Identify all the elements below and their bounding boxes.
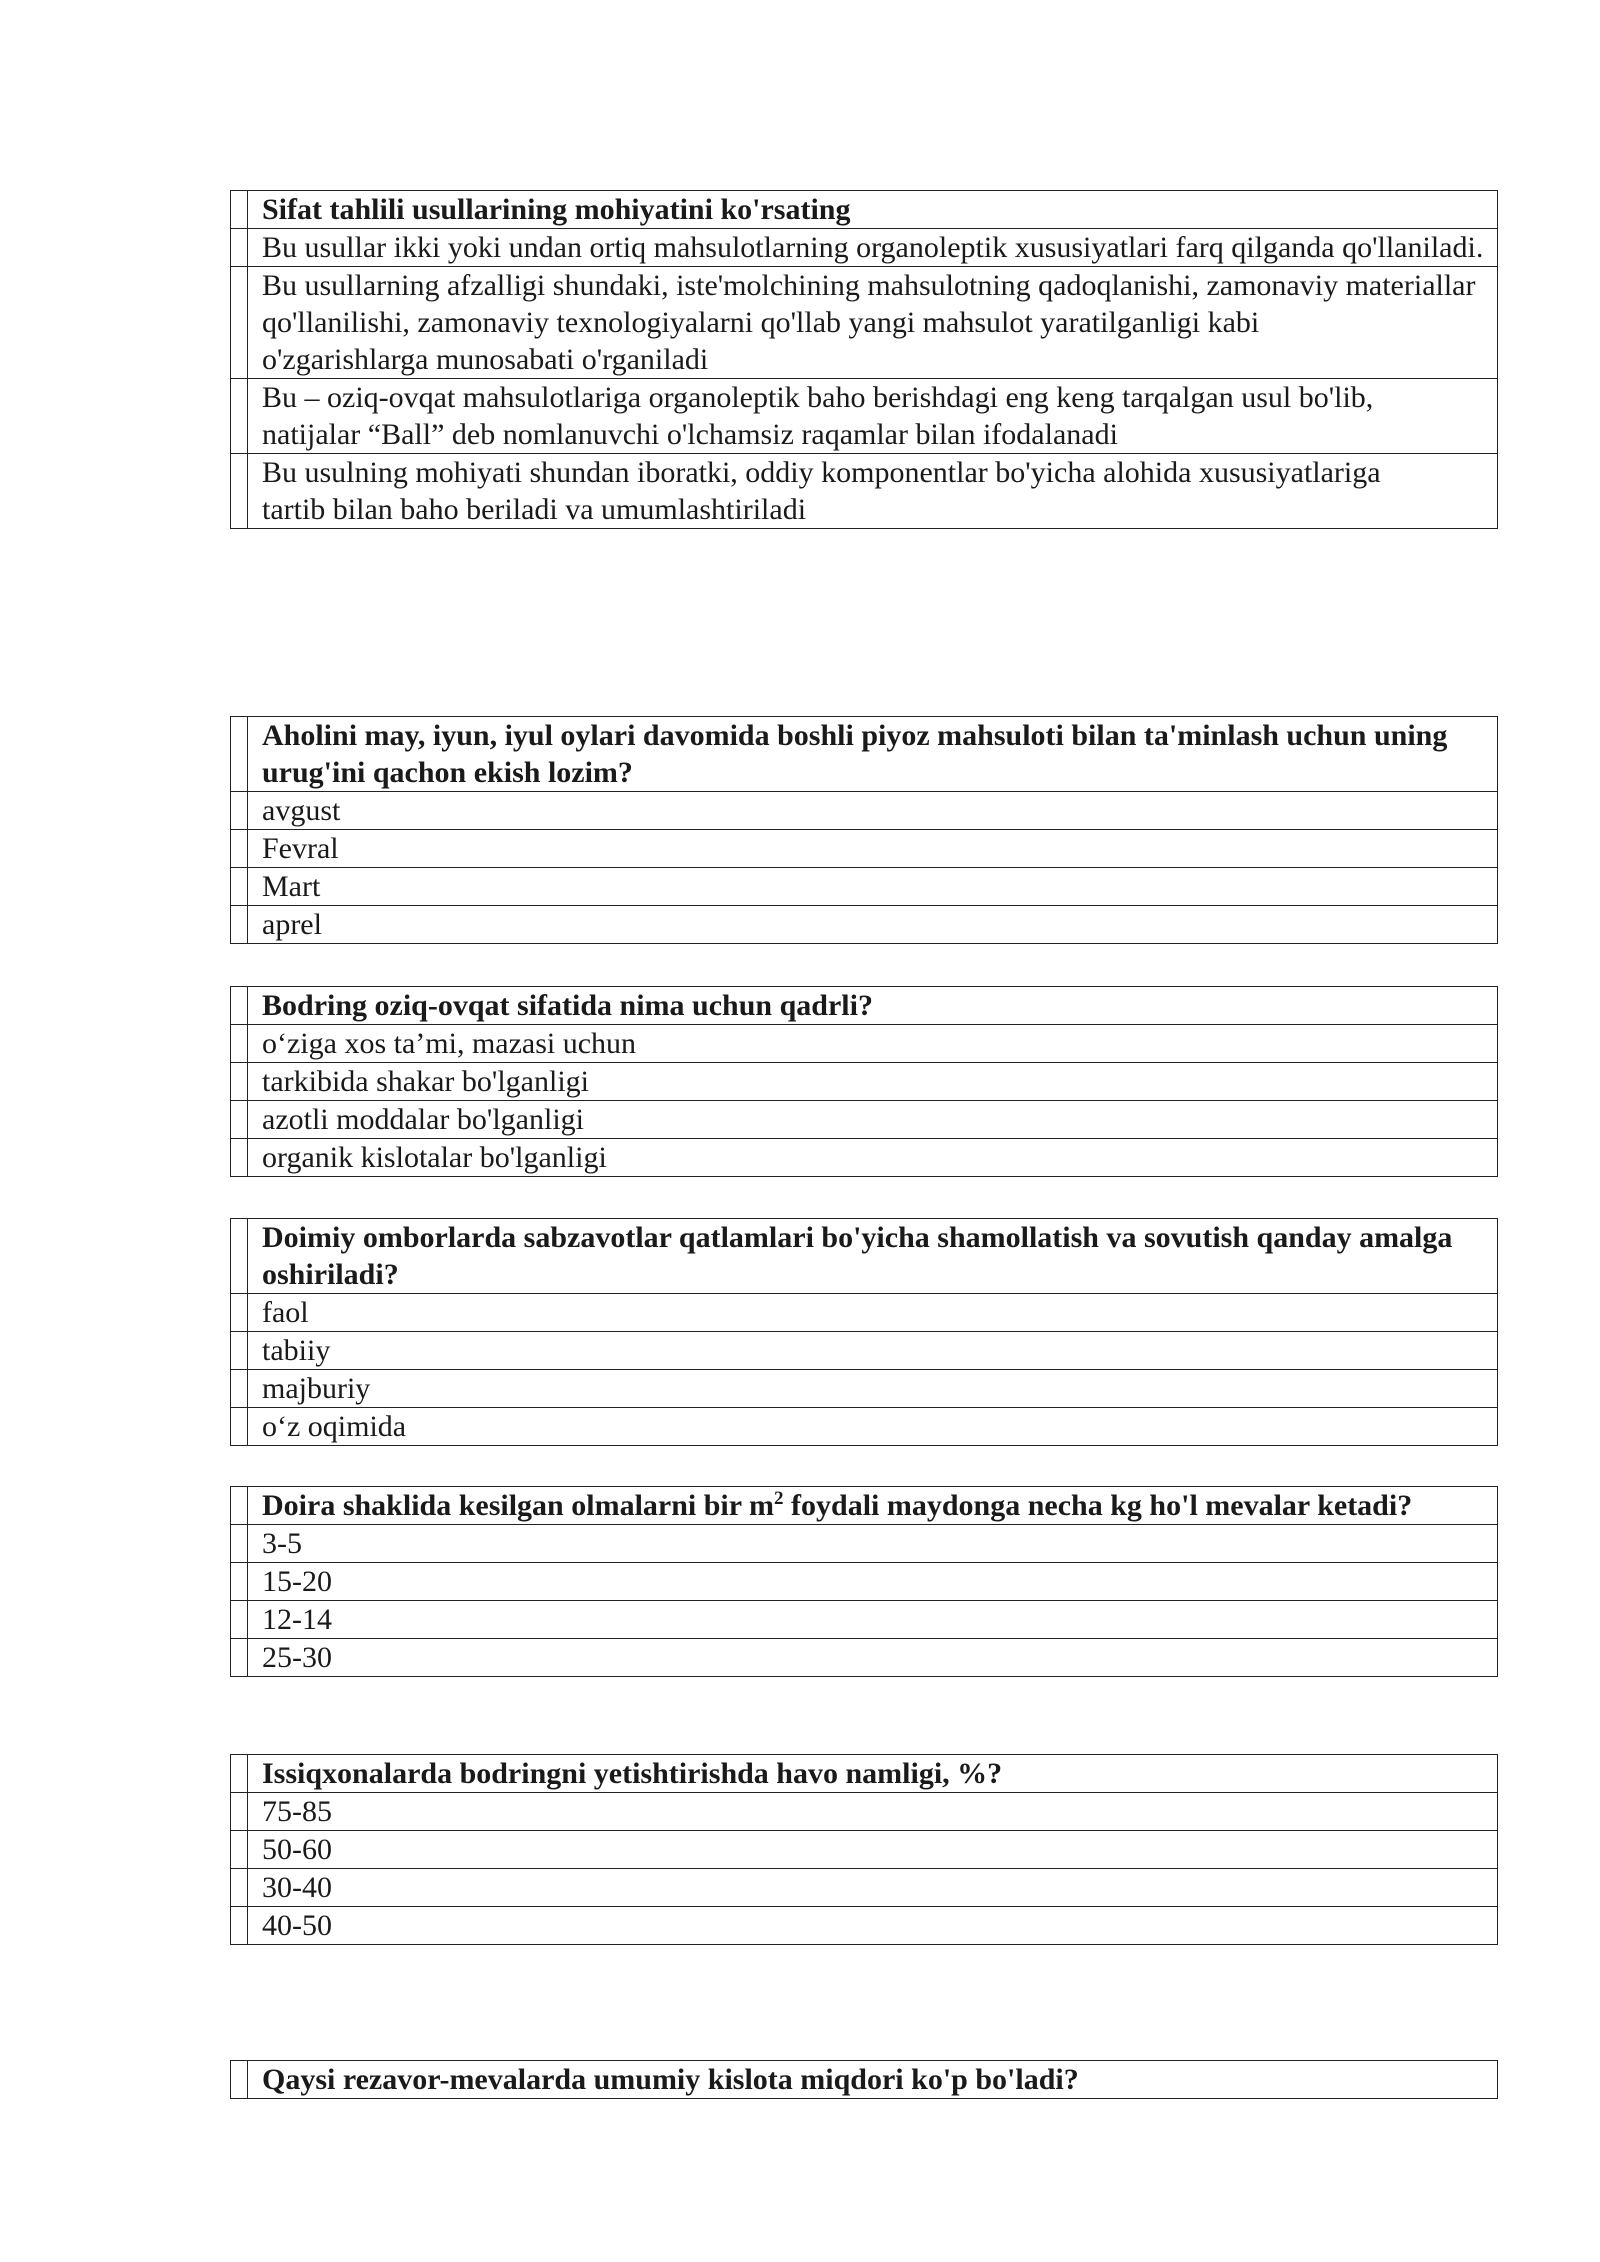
answer-row	[231, 1907, 1498, 1945]
question-text: Bodring oziq-ovqat sifatida nima uchun qadrli?	[248, 987, 1498, 1025]
answer-text: aprel	[248, 906, 1498, 944]
answer-row	[231, 379, 1498, 454]
question-row	[231, 1755, 1498, 1793]
answer-text: Mart	[248, 868, 1498, 906]
answer-marker-cell	[231, 379, 248, 454]
answer-row	[231, 1063, 1498, 1101]
answer-row	[231, 1139, 1498, 1177]
answer-text: Fevral	[248, 830, 1498, 868]
question-text-part: Doira shaklida kesilgan olmalarni bir m	[262, 1489, 775, 1522]
answer-row	[231, 229, 1498, 267]
answer-text: 40-50	[248, 1907, 1498, 1945]
answer-marker-cell	[231, 1563, 248, 1601]
question-row	[231, 987, 1498, 1025]
superscript: 2	[774, 1488, 784, 1509]
answer-marker-cell	[231, 1907, 248, 1945]
answer-text: tarkibida shakar bo'lganligi	[248, 1063, 1498, 1101]
answer-marker-cell	[231, 830, 248, 868]
answer-text: Bu – oziq-ovqat mahsulotlariga organoleptik baho berishdagi eng keng tarqalgan usul bo'lib, natijalar “Ball” deb nomlanuvchi o'lchamsiz raqamlar bilan ifodalanadi	[248, 379, 1498, 454]
answer-row	[231, 1831, 1498, 1869]
answer-marker-cell	[231, 229, 248, 267]
answer-marker-cell	[231, 1639, 248, 1677]
answer-text: o‘ziga xos ta’mi, mazasi uchun	[248, 1025, 1498, 1063]
answer-marker-cell	[231, 1025, 248, 1063]
answer-text: o‘z oqimida	[248, 1408, 1498, 1446]
answer-marker-cell	[231, 267, 248, 379]
answer-marker-cell	[231, 1525, 248, 1563]
answer-text: Bu usulning mohiyati shundan iboratki, oddiy komponentlar bo'yicha alohida xususiyatlariga tartib bilan baho beriladi va umumlashtiriladi	[248, 454, 1498, 529]
answer-text: azotli moddalar bo'lganligi	[248, 1101, 1498, 1139]
answer-row	[231, 454, 1498, 529]
question-row	[231, 2061, 1498, 2099]
answer-text: faol	[248, 1294, 1498, 1332]
question-text	[248, 1487, 1498, 1525]
question-marker-cell	[231, 2061, 248, 2099]
answer-marker-cell	[231, 1831, 248, 1869]
answer-marker-cell	[231, 1332, 248, 1370]
answer-row	[231, 1025, 1498, 1063]
answer-marker-cell	[231, 1063, 248, 1101]
answer-text: Bu usullarning afzalligi shundaki, iste'molchining mahsulotning qadoqlanishi, zamonaviy materiallar qo'llanilishi, zamonaviy texnologiyalarni qo'llab yangi mahsulot yaratilganligi kabi o'zgarishlarga munosabati o'rganiladi	[248, 267, 1498, 379]
answer-text: 12-14	[248, 1601, 1498, 1639]
question-text: Issiqxonalarda bodringni yetishtirishda havo namligi, %?	[248, 1755, 1498, 1793]
question-marker-cell	[231, 1755, 248, 1793]
answer-marker-cell	[231, 906, 248, 944]
answer-marker-cell	[231, 1869, 248, 1907]
question-row	[231, 717, 1498, 792]
answer-marker-cell	[231, 868, 248, 906]
question-marker-cell	[231, 987, 248, 1025]
question-marker-cell	[231, 717, 248, 792]
answer-marker-cell	[231, 792, 248, 830]
answer-row	[231, 792, 1498, 830]
answer-row	[231, 1370, 1498, 1408]
answer-text: avgust	[248, 792, 1498, 830]
answer-row	[231, 1793, 1498, 1831]
answer-row	[231, 1525, 1498, 1563]
answer-row	[231, 1639, 1498, 1677]
answer-row	[231, 1601, 1498, 1639]
answer-marker-cell	[231, 1370, 248, 1408]
answer-text: 3-5	[248, 1525, 1498, 1563]
answer-marker-cell	[231, 454, 248, 529]
question-table-1	[230, 190, 1498, 529]
answer-marker-cell	[231, 1294, 248, 1332]
question-marker-cell	[231, 191, 248, 229]
question-row	[231, 1487, 1498, 1525]
answer-marker-cell	[231, 1139, 248, 1177]
answer-row	[231, 1563, 1498, 1601]
question-text: Qaysi rezavor-mevalarda umumiy kislota miqdori ko'p bo'ladi?	[248, 2061, 1498, 2099]
answer-text: 30-40	[248, 1869, 1498, 1907]
question-text: Sifat tahlili usullarining mohiyatini ko'rsating	[248, 191, 1498, 229]
answer-text: 50-60	[248, 1831, 1498, 1869]
question-table-5	[230, 1486, 1498, 1677]
answer-text: 75-85	[248, 1793, 1498, 1831]
question-row	[231, 1219, 1498, 1294]
answer-text: 25-30	[248, 1639, 1498, 1677]
question-text: Aholini may, iyun, iyul oylari davomida boshli piyoz mahsuloti bilan ta'minlash uchun uning urug'ini qachon ekish lozim?	[248, 717, 1498, 792]
answer-text: tabiiy	[248, 1332, 1498, 1370]
question-table-2	[230, 716, 1498, 944]
answer-text: Bu usullar ikki yoki undan ortiq mahsulotlarning organoleptik xususiyatlari farq qilganda qo'llaniladi.	[248, 229, 1498, 267]
question-marker-cell	[231, 1219, 248, 1294]
answer-row	[231, 267, 1498, 379]
question-table-7	[230, 2060, 1498, 2099]
answer-marker-cell	[231, 1601, 248, 1639]
question-row	[231, 191, 1498, 229]
question-text: Doimiy omborlarda sabzavotlar qatlamlari bo'yicha shamollatish va sovutish qanday amalga oshiriladi?	[248, 1219, 1498, 1294]
answer-row	[231, 868, 1498, 906]
answer-row	[231, 830, 1498, 868]
question-marker-cell	[231, 1487, 248, 1525]
question-table-6	[230, 1754, 1498, 1945]
answer-row	[231, 1332, 1498, 1370]
answer-marker-cell	[231, 1793, 248, 1831]
question-text-part: foydali maydonga necha kg ho'l mevalar ketadi?	[783, 1489, 1413, 1522]
answer-row	[231, 1408, 1498, 1446]
answer-marker-cell	[231, 1408, 248, 1446]
answer-row	[231, 1294, 1498, 1332]
answer-marker-cell	[231, 1101, 248, 1139]
answer-row	[231, 1101, 1498, 1139]
question-table-3	[230, 986, 1498, 1177]
question-table-4	[230, 1218, 1498, 1446]
answer-row	[231, 1869, 1498, 1907]
answer-text: organik kislotalar bo'lganligi	[248, 1139, 1498, 1177]
answer-row	[231, 906, 1498, 944]
answer-text: 15-20	[248, 1563, 1498, 1601]
answer-text: majburiy	[248, 1370, 1498, 1408]
